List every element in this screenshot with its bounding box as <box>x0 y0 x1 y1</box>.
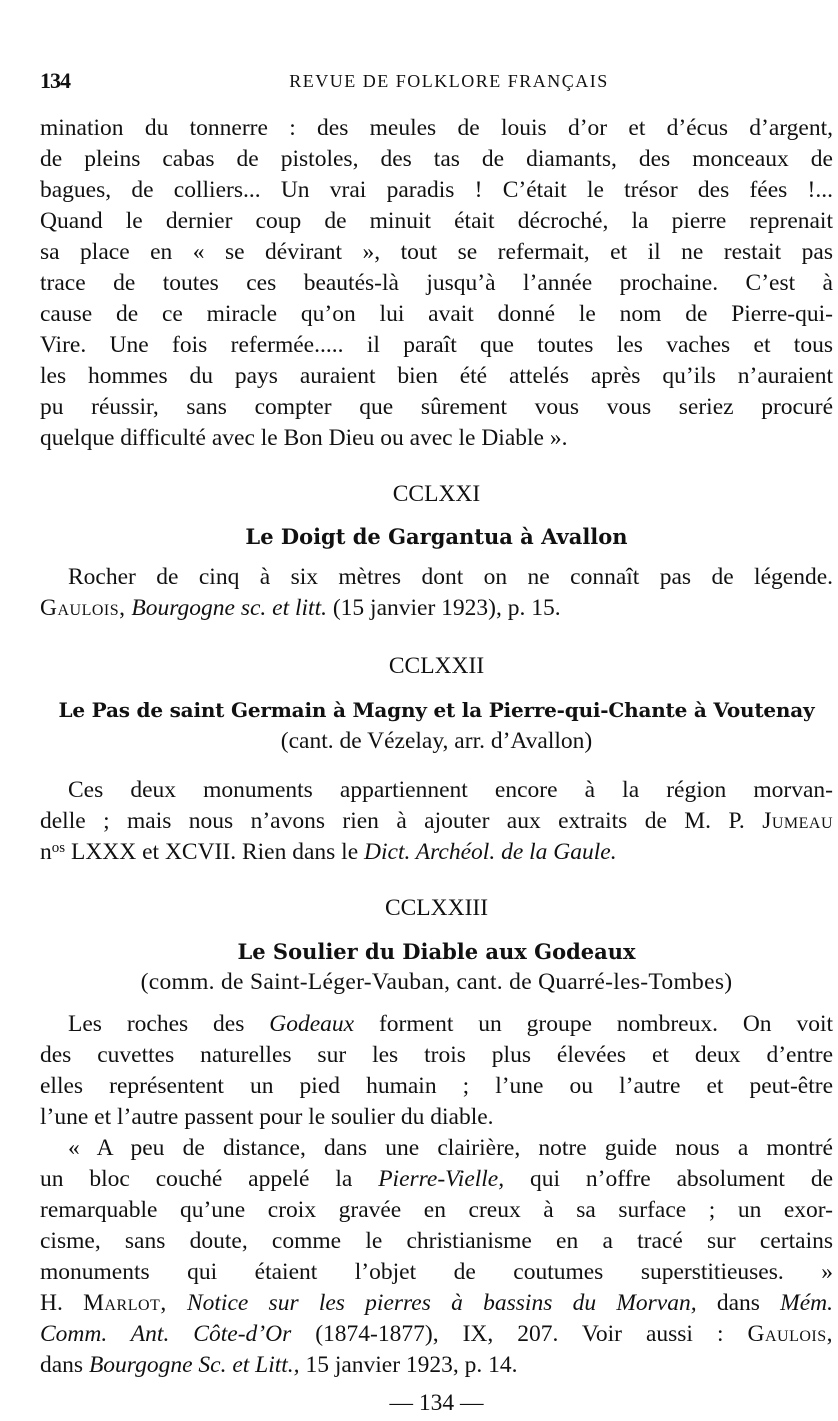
text-run: dans <box>40 1352 84 1378</box>
page-number: 134 <box>40 68 70 93</box>
text-run: forment un groupe nombreux. On voit <box>378 1011 833 1037</box>
section-subtitle: (comm. de Saint-Léger-Vauban, cant. de Quarré-les-Tombes) <box>140 969 733 995</box>
work-title: Bourgogne sc. et litt. <box>131 595 327 621</box>
text-line: de pleins cabas de pistoles, des tas de diamants, des monceaux de <box>40 146 833 172</box>
text-line <box>40 1288 833 1319</box>
section-title: Le Pas de saint Germain à Magny et la Pierre-qui-Chante à Voutenay <box>58 698 815 722</box>
italic-term: Pierre-Vielle, <box>378 1166 505 1192</box>
author-name: Marlot, <box>83 1290 167 1316</box>
text-run: 15 janvier 1923, p. 14. <box>305 1352 518 1378</box>
work-title: Bourgogne Sc. et Litt., <box>88 1352 300 1378</box>
text-run: dans <box>716 1290 760 1316</box>
work-title: Mém. <box>780 1290 834 1316</box>
running-title: REVUE DE FOLKLORE FRANÇAIS <box>289 71 609 91</box>
text-line: trace de toutes ces beautés-là jusqu’à l’année prochaine. C’est à <box>40 270 833 296</box>
section-title: Le Soulier du Diable aux Godeaux <box>237 939 636 964</box>
text-line <box>40 1319 833 1350</box>
text-line: Quand le dernier coup de minuit était décroché, la pierre reprenait <box>40 208 833 234</box>
text-line: elles représentent un pied humain ; l’une ou l’autre et peut-être <box>40 1073 833 1099</box>
text-run: H. <box>40 1290 63 1316</box>
work-title: Dict. Archéol. de la Gaule. <box>364 839 617 865</box>
text-run: n <box>40 839 52 865</box>
text-line: quelque difficulté avec le Bon Dieu ou avec le Diable ». <box>40 425 568 451</box>
text-run: Les roches des <box>68 1011 245 1037</box>
text-run: (1874-1877), IX, 207. Voir aussi : <box>315 1321 724 1347</box>
text-line <box>40 837 833 868</box>
text-line: Rocher de cinq à six mètres dont on ne connaît pas de légende. <box>68 564 833 590</box>
text-line: sa place en « se dévirant », tout se refermait, et il ne restait pas <box>40 239 833 265</box>
text-run: qui n’offre absolument de <box>530 1166 834 1192</box>
text-line: des cuvettes naturelles sur les trois plus élevées et deux d’entre <box>40 1042 833 1068</box>
text-line: « A peu de distance, dans une clairière, notre guide nous a montré <box>68 1135 833 1161</box>
work-title: Comm. Ant. Côte-d’Or <box>40 1321 292 1347</box>
text-line: mination du tonnerre : des meules de louis d’or et d’écus d’argent, <box>40 115 833 141</box>
text-line: l’une et l’autre passent pour le soulier du diable. <box>40 1104 494 1130</box>
text-line: Vire. Une fois refermée..... il paraît que toutes les vaches et tous <box>40 332 833 358</box>
text-line <box>40 593 833 624</box>
text-run: un bloc couché appelé la <box>40 1166 353 1192</box>
text-run: LXXX et XCVII. Rien dans le <box>70 839 359 865</box>
text-line <box>68 1009 833 1040</box>
text-line: bagues, de colliers... Un vrai paradis ! C’était le trésor des fées !... <box>40 177 833 203</box>
author-name: Jumeau <box>762 808 834 834</box>
page-folio: — 134 — <box>389 1390 484 1416</box>
text-line: Ces deux monuments appartiennent encore à la région morvan- <box>68 777 833 803</box>
section-number: CCLXXII <box>388 653 485 679</box>
text-line: remarquable qu’une croix gravée en creux à sa surface ; un exor- <box>40 1197 833 1223</box>
italic-term: Godeaux <box>269 1011 355 1037</box>
text-run: delle ; mais nous n’avons rien à ajouter aux extraits de M. P. <box>40 808 745 834</box>
text-line <box>40 1350 833 1381</box>
text-line: pu réussir, sans compter que sûrement vous vous seriez procuré <box>40 394 833 420</box>
text-line: monuments qui étaient l’objet de coutumes superstitieuses. » <box>40 1259 833 1285</box>
section-number: CCLXXI <box>392 481 481 507</box>
author-name: Gaulois, <box>40 595 126 621</box>
section-number: CCLXXIII <box>384 895 489 921</box>
text-line: les hommes du pays auraient bien été attelés après qu’ils n’auraient <box>40 363 833 389</box>
section-subtitle: (cant. de Vézelay, arr. d’Avallon) <box>280 728 593 754</box>
work-title: Notice sur les pierres à bassins du Morvan, <box>186 1290 697 1316</box>
section-title: Le Doigt de Gargantua à Avallon <box>245 524 628 549</box>
text-line: cisme, sans doute, comme le christianisme en a tracé sur certains <box>40 1228 833 1254</box>
text-line <box>40 1164 833 1195</box>
text-line: cause de ce miracle qu’on lui avait donné le nom de Pierre-qui- <box>40 301 833 327</box>
superscript: os <box>51 840 66 856</box>
text-line <box>40 806 833 837</box>
author-name: Gaulois, <box>747 1321 833 1347</box>
page-header <box>40 68 828 98</box>
citation-details: (15 janvier 1923), p. 15. <box>332 595 561 621</box>
